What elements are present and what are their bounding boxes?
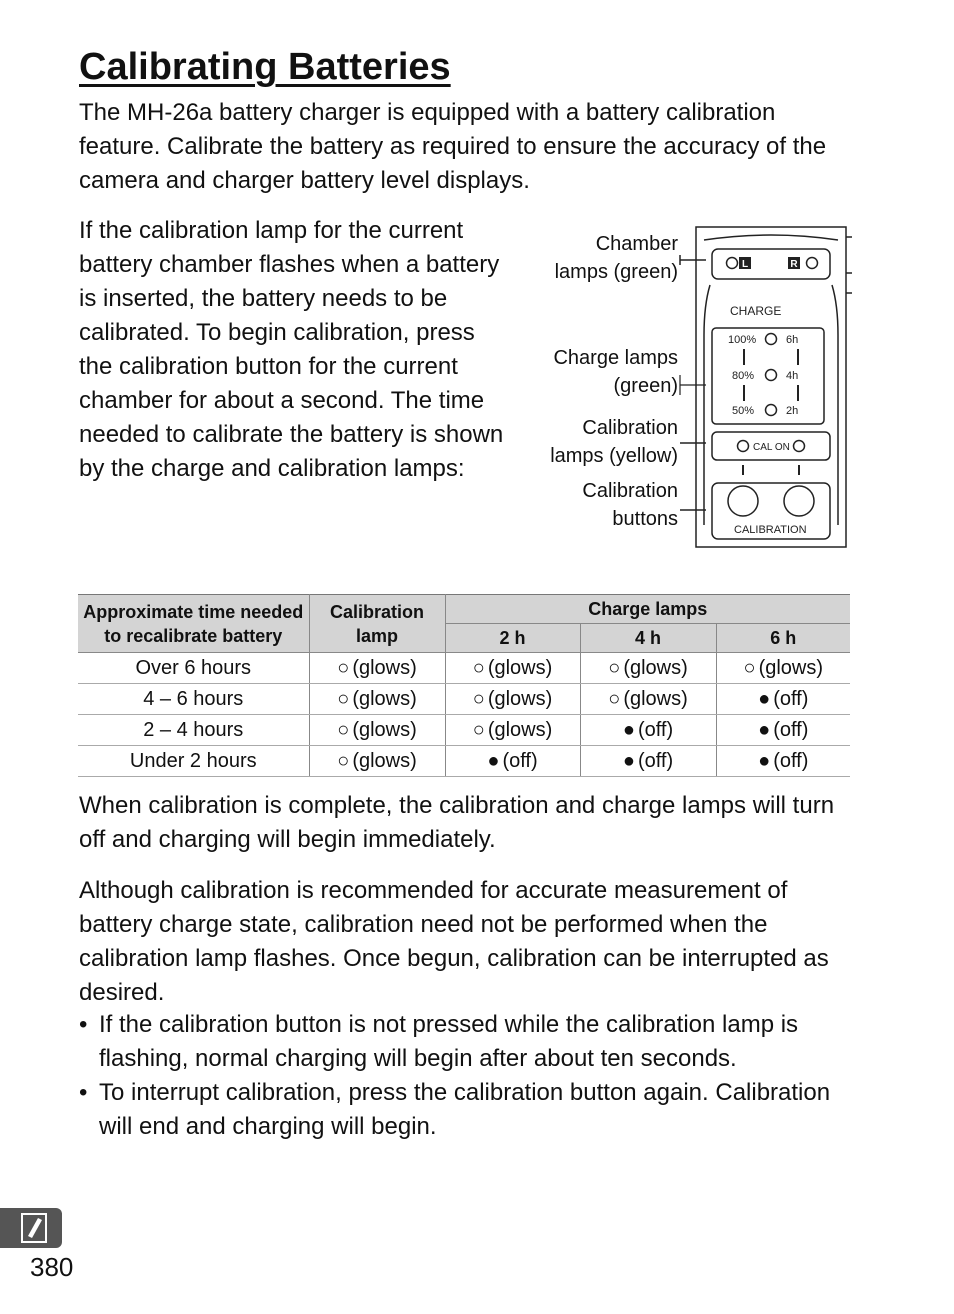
lamp-state: (glows)	[623, 687, 688, 710]
row-time: 4 – 6 hours	[78, 684, 309, 715]
lamp-cell	[580, 653, 716, 684]
calibration-paragraph: If the calibration lamp for the current battery chamber flashes when a battery is inserted, the battery needs to be calibrated. To begin calibration, press the calibration button for the current chamber for about a second. The time needed to calibrate the battery is shown by the charge and calibration lamps:	[79, 217, 504, 482]
table-row	[78, 746, 850, 777]
lamp-cell	[580, 684, 716, 715]
row-time: Over 6 hours	[78, 653, 309, 684]
lamp-state: (glows)	[487, 687, 553, 710]
lamp-state: (off)	[773, 687, 809, 710]
page-number: 380	[30, 1252, 74, 1282]
lamp-state: (off)	[773, 749, 809, 772]
header-6h: 6 h	[716, 624, 850, 653]
intro-paragraph: The MH-26a battery charger is equipped with a battery calibration feature. Calibrate the battery as required to ensure the accuracy of the camera and charger battery level displays.	[79, 99, 827, 194]
list-item: • If the calibration button is not pressed while the calibration lamp is flashing, normal charging will begin after about ten seconds.	[79, 1008, 859, 1076]
lamp-glows-icon: ○	[743, 656, 756, 679]
callout-chamber-lamps: Chamber lamps (green)	[554, 233, 678, 283]
lamp-state: (glows)	[487, 656, 553, 679]
lamp-state: (glows)	[487, 718, 553, 741]
row-time: 2 – 4 hours	[78, 715, 309, 746]
header-4h: 4 h	[580, 624, 716, 653]
label-100: 100%	[728, 334, 757, 346]
lamp-state: (off)	[637, 718, 674, 741]
lamp-cell	[716, 715, 850, 746]
calibration-label: CALIBRATION	[734, 524, 807, 536]
right-chamber-label: R	[790, 259, 798, 270]
header-calibration-lamp: Calibration lamp	[309, 595, 445, 653]
lamp-glows-icon: ○	[472, 656, 485, 679]
callout-calibration-lamps: Calibration lamps (yellow)	[550, 417, 678, 467]
lamp-glows-icon: ○	[337, 656, 350, 679]
lamp-cell	[309, 746, 445, 777]
lamp-glows-icon: ○	[337, 718, 350, 741]
lamp-cell	[580, 715, 716, 746]
lamp-cell	[445, 746, 580, 777]
complete-paragraph: When calibration is complete, the calibration and charge lamps will turn off and charging will begin immediately.	[79, 792, 835, 853]
lamp-off-icon: ●	[622, 749, 635, 772]
lamp-state: (glows)	[352, 749, 417, 772]
page-title: Calibrating Batteries	[79, 46, 451, 88]
table-row	[78, 653, 850, 684]
lamp-off-icon: ●	[487, 749, 500, 772]
lamp-off-icon: ●	[758, 687, 771, 710]
callout-charge-lamps: Charge lamps (green)	[553, 347, 678, 397]
lamp-cell	[716, 684, 850, 715]
calibration-time-table	[78, 594, 850, 777]
lamp-cell	[716, 653, 850, 684]
lamp-glows-icon: ○	[472, 718, 485, 741]
recommend-paragraph: Although calibration is recommended for accurate measurement of battery charge state, calibration need not be performed when the calibration lamp flashes. Once begun, calibration can be interrupted as desired.	[79, 877, 829, 1006]
notes-list	[79, 1008, 859, 1144]
list-item: • To interrupt calibration, press the calibration button again. Calibration will end and charging will begin.	[79, 1076, 859, 1144]
charger-diagram	[676, 225, 854, 555]
lamp-state: (off)	[773, 718, 809, 741]
lamp-off-icon: ●	[758, 749, 771, 772]
lamp-state: (glows)	[352, 656, 417, 679]
table-row	[78, 715, 850, 746]
lamp-glows-icon: ○	[608, 656, 621, 679]
lamp-glows-icon: ○	[337, 749, 350, 772]
label-80: 80%	[732, 370, 755, 382]
lamp-state: (off)	[637, 749, 674, 772]
lamp-cell	[445, 715, 580, 746]
charge-label: CHARGE	[730, 304, 782, 318]
header-time: Approximate time needed to recalibrate battery	[78, 595, 309, 653]
lamp-glows-icon: ○	[337, 687, 350, 710]
lamp-state: (glows)	[352, 718, 417, 741]
lamp-glows-icon: ○	[472, 687, 485, 710]
lamp-state: (glows)	[758, 656, 824, 679]
lamp-cell	[309, 684, 445, 715]
callout-calibration-buttons: Calibration buttons	[582, 480, 678, 530]
label-50: 50%	[732, 405, 755, 417]
lamp-cell	[445, 684, 580, 715]
lamp-state: (glows)	[352, 687, 417, 710]
lamp-cell	[580, 746, 716, 777]
lamp-state: (off)	[502, 749, 538, 772]
lamp-glows-icon: ○	[608, 687, 621, 710]
lamp-cell	[309, 653, 445, 684]
header-charge-lamps: Charge lamps	[445, 595, 850, 624]
label-4h: 4h	[786, 370, 799, 382]
label-2h: 2h	[786, 405, 799, 417]
label-6h: 6h	[786, 334, 799, 346]
lamp-cell	[716, 746, 850, 777]
cal-on-label: CAL ON	[753, 442, 790, 453]
pencil-icon	[0, 1208, 62, 1248]
lamp-off-icon: ●	[622, 718, 635, 741]
header-2h: 2 h	[445, 624, 580, 653]
left-chamber-label: L	[741, 259, 749, 270]
lamp-cell	[309, 715, 445, 746]
table-row	[78, 684, 850, 715]
lamp-state: (glows)	[623, 656, 688, 679]
row-time: Under 2 hours	[78, 746, 309, 777]
lamp-cell	[445, 653, 580, 684]
lamp-off-icon: ●	[758, 718, 771, 741]
